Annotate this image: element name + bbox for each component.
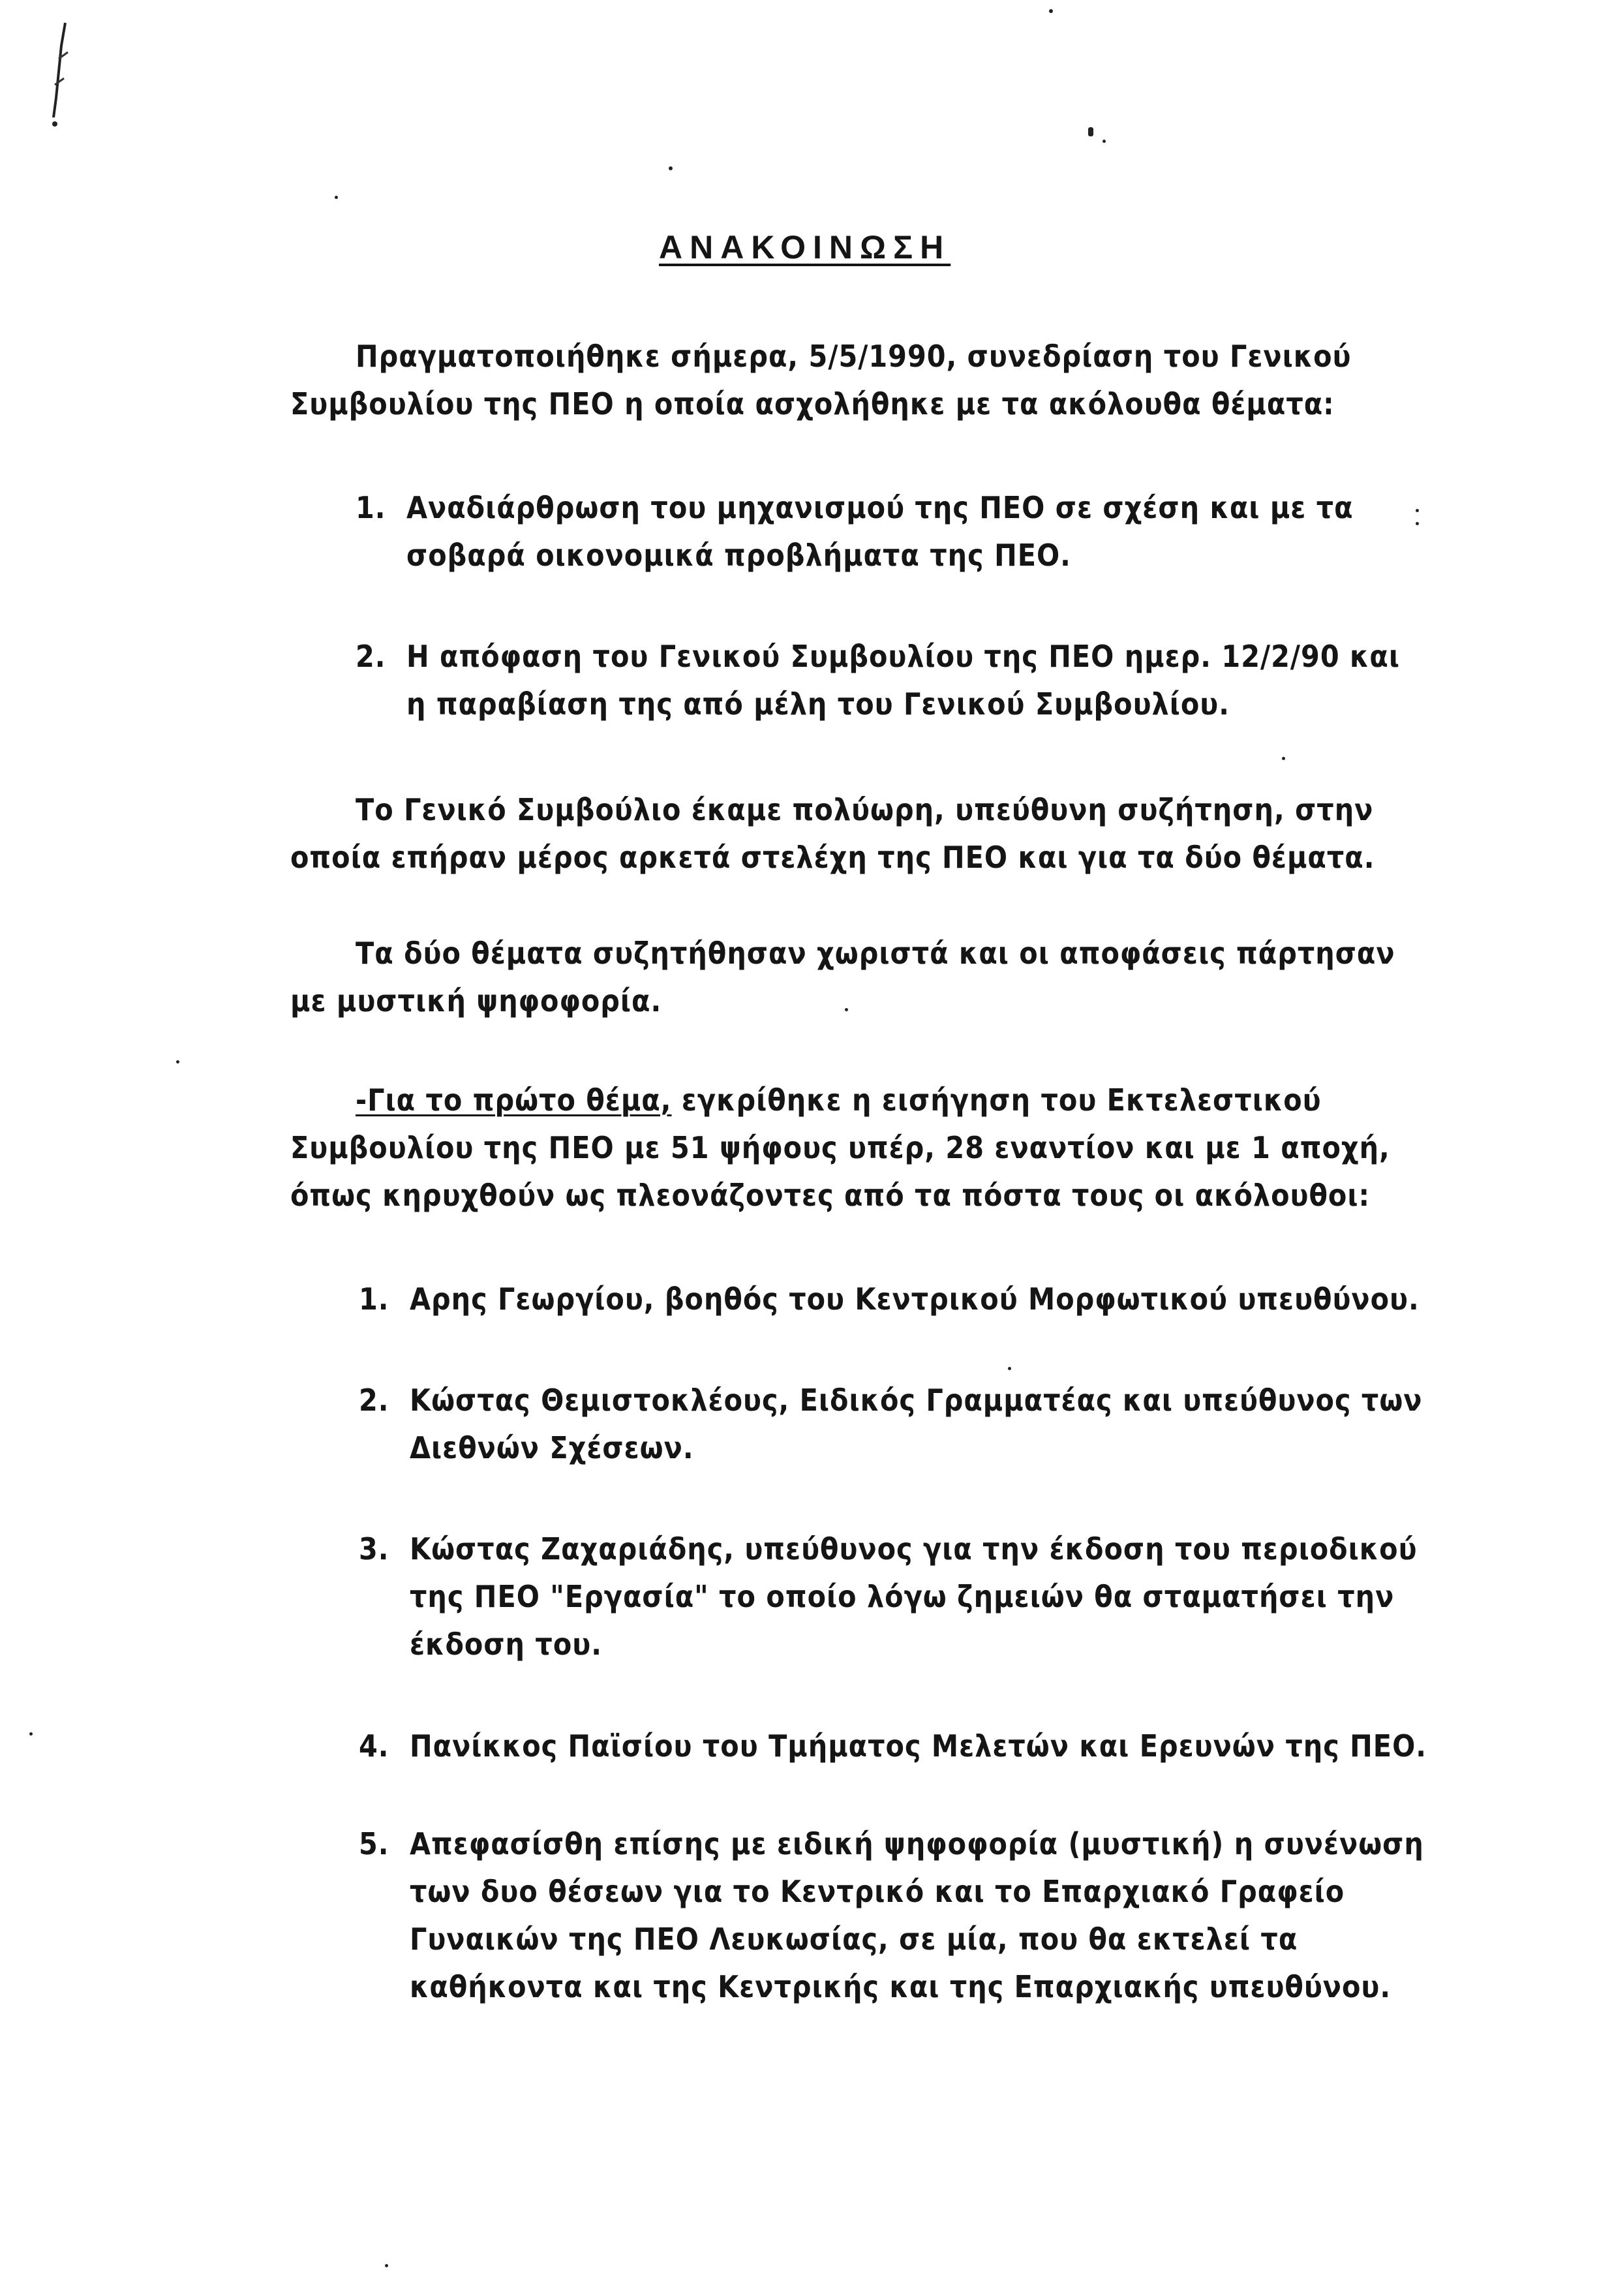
decision-text: έκδοση του. bbox=[410, 1627, 602, 1662]
decision-item bbox=[359, 1377, 1422, 1472]
discussion-line: Το Γενικό Συμβούλιο έκαμε πολύωρη, υπεύθυνη συζήτηση, στην bbox=[356, 792, 1374, 827]
decision-item bbox=[359, 1276, 1420, 1323]
decision-number: 5. bbox=[359, 1826, 389, 1861]
topic-item bbox=[356, 484, 1354, 579]
decision-text: Κώστας Θεμιστοκλέους, Ειδικός Γραμματέας και υπεύθυνος των bbox=[410, 1383, 1423, 1418]
scan-speck bbox=[1103, 140, 1106, 143]
scan-speck bbox=[1049, 9, 1053, 13]
topic-item bbox=[356, 633, 1400, 728]
topic-number: 1. bbox=[356, 490, 386, 525]
decision-text: Πανίκκος Παϊσίου του Τμήματος Μελετών και Ερευνών της ΠΕΟ. bbox=[410, 1728, 1427, 1764]
scan-speck bbox=[1416, 509, 1419, 512]
topic-text: Η απόφαση του Γενικού Συμβουλίου της ΠΕΟ ημερ. 12/2/90 και bbox=[406, 639, 1400, 674]
decision-number: 3. bbox=[359, 1531, 389, 1567]
decision-text: Απεφασίσθη επίσης με ειδική ψηφοφορία (μυστική) η συνένωση bbox=[410, 1826, 1424, 1861]
decision-item bbox=[359, 1525, 1418, 1668]
decision-number: 4. bbox=[359, 1728, 389, 1764]
discussion-line: οποία επήραν μέρος αρκετά στελέχη της ΠΕΟ και για τα δύο θέματα. bbox=[290, 840, 1375, 875]
scan-speck bbox=[1088, 127, 1093, 136]
decision-number: 1. bbox=[359, 1281, 389, 1317]
scan-speck bbox=[335, 196, 338, 199]
topic-number: 2. bbox=[356, 639, 386, 674]
decision-text: των δυο θέσεων για το Κεντρικό και το Επαρχιακό Γραφείο bbox=[410, 1874, 1345, 1909]
scan-speck bbox=[1282, 757, 1285, 760]
voting-line: με μυστική ψηφοφορία. bbox=[290, 983, 662, 1018]
decision-text: Αρης Γεωργίου, βοηθός του Κεντρικού Μορφωτικού υπευθύνου. bbox=[410, 1281, 1420, 1317]
first-topic-text: όπως κηρυχθούν ως πλεονάζοντες από τα πόστα τους οι ακόλουθοι: bbox=[290, 1178, 1371, 1213]
discussion-paragraph bbox=[290, 786, 1375, 881]
first-topic-paragraph bbox=[290, 1077, 1390, 1219]
scan-speck bbox=[1008, 1367, 1011, 1370]
decision-text: καθήκοντα και της Κεντρικής και της Επαρχιακής υπευθύνου. bbox=[410, 1969, 1391, 2004]
decision-number: 2. bbox=[359, 1383, 389, 1418]
first-topic-lead: -Για το πρώτο θέμα, bbox=[356, 1082, 672, 1118]
first-topic-text: εγκρίθηκε η εισήγηση του Εκτελεστικού bbox=[671, 1082, 1322, 1118]
scan-mark-icon bbox=[39, 20, 78, 130]
scan-speck bbox=[1416, 522, 1419, 525]
intro-paragraph bbox=[290, 333, 1351, 428]
decision-text: Κώστας Ζαχαριάδης, υπεύθυνος για την έκδοση του περιοδικού bbox=[410, 1531, 1418, 1567]
first-topic-text: Συμβουλίου της ΠΕΟ με 51 ψήφους υπέρ, 28 εναντίον και με 1 αποχή, bbox=[290, 1130, 1390, 1165]
voting-line: Τα δύο θέματα συζητήθησαν χωριστά και οι αποφάσεις πάρτησαν bbox=[356, 936, 1395, 971]
topic-text: Αναδιάρθρωση του μηχανισμού της ΠΕΟ σε σχέση και με τα bbox=[406, 490, 1354, 525]
decision-text: Διεθνών Σχέσεων. bbox=[410, 1430, 694, 1465]
decision-text: Γυναικών της ΠΕΟ Λευκωσίας, σε μία, που θα εκτελεί τα bbox=[410, 1921, 1298, 1957]
topic-text: η παραβίαση της από μέλη του Γενικού Συμβουλίου. bbox=[406, 686, 1230, 722]
scan-speck bbox=[176, 1060, 179, 1064]
scan-speck bbox=[669, 166, 673, 170]
document-title: ΑΝΑΚΟΙΝΩΣΗ bbox=[659, 229, 951, 266]
scan-speck bbox=[29, 1732, 33, 1736]
decision-item bbox=[359, 1820, 1424, 2011]
decision-text: της ΠΕΟ "Εργασία" το οποίο λόγω ζημειών θα σταματήσει την bbox=[410, 1579, 1395, 1614]
decision-item bbox=[359, 1722, 1427, 1770]
scan-speck bbox=[385, 2264, 388, 2267]
voting-paragraph bbox=[290, 930, 1395, 1025]
intro-line: Πραγματοποιήθηκε σήμερα, 5/5/1990, συνεδρίαση του Γενικού bbox=[356, 339, 1352, 374]
topic-text: σοβαρά οικονομικά προβλήματα της ΠΕΟ. bbox=[406, 538, 1071, 573]
intro-line: Συμβουλίου της ΠΕΟ η οποία ασχολήθηκε με τα ακόλουθα θέματα: bbox=[290, 386, 1335, 421]
